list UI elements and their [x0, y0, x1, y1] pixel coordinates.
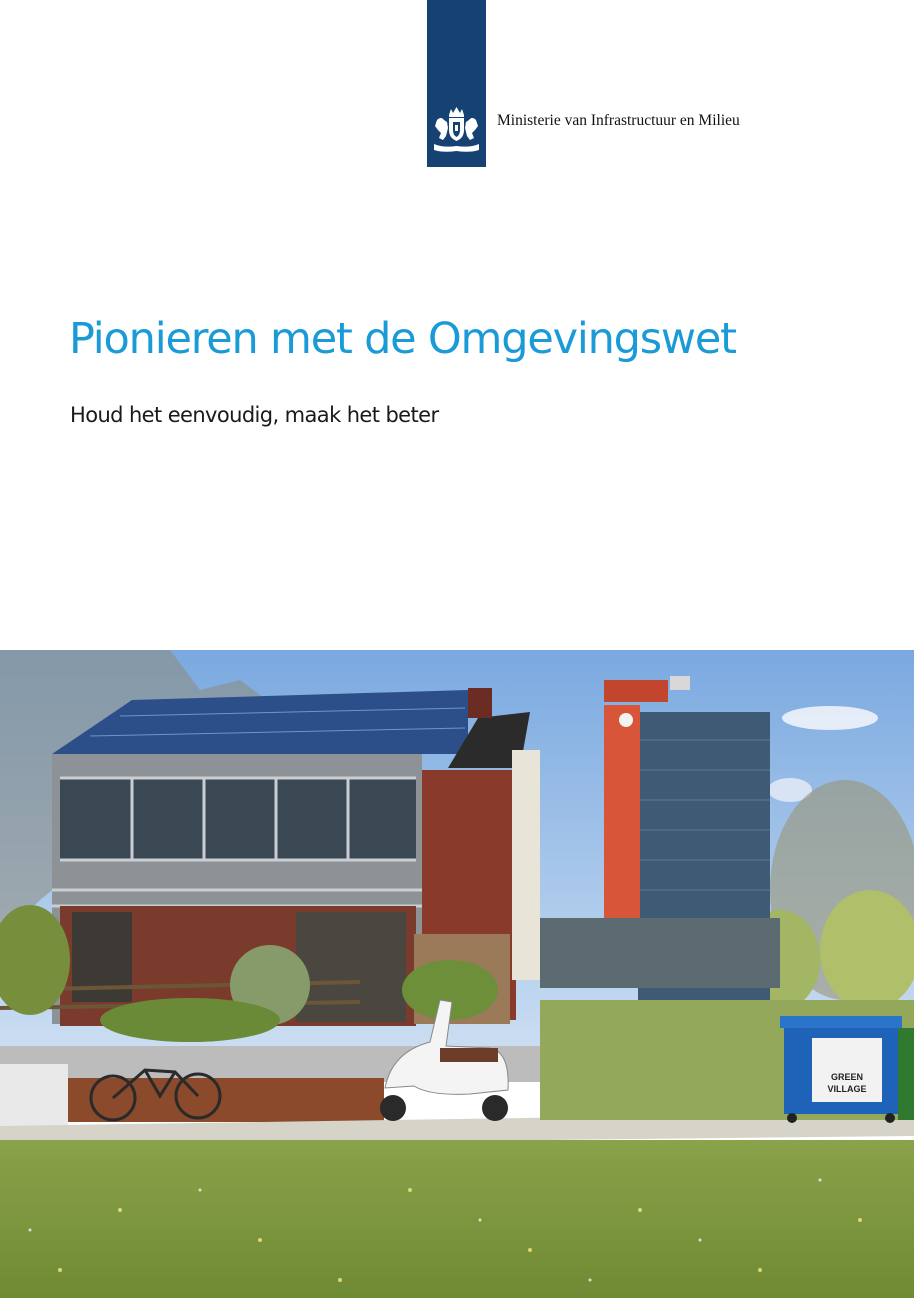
ministry-name: Ministerie van Infrastructuur en Milieu: [497, 112, 740, 129]
page-subtitle: Houd het eenvoudig, maak het beter: [70, 403, 439, 427]
cover-photo-image: [0, 650, 914, 1298]
logo-bar: [427, 0, 486, 167]
coat-of-arms-icon: [431, 106, 482, 154]
bin-label-line1: GREEN: [830, 1072, 864, 1082]
page-title: Pionieren met de Omgevingswet: [69, 314, 736, 364]
bin-label-line2: VILLAGE: [827, 1084, 867, 1094]
